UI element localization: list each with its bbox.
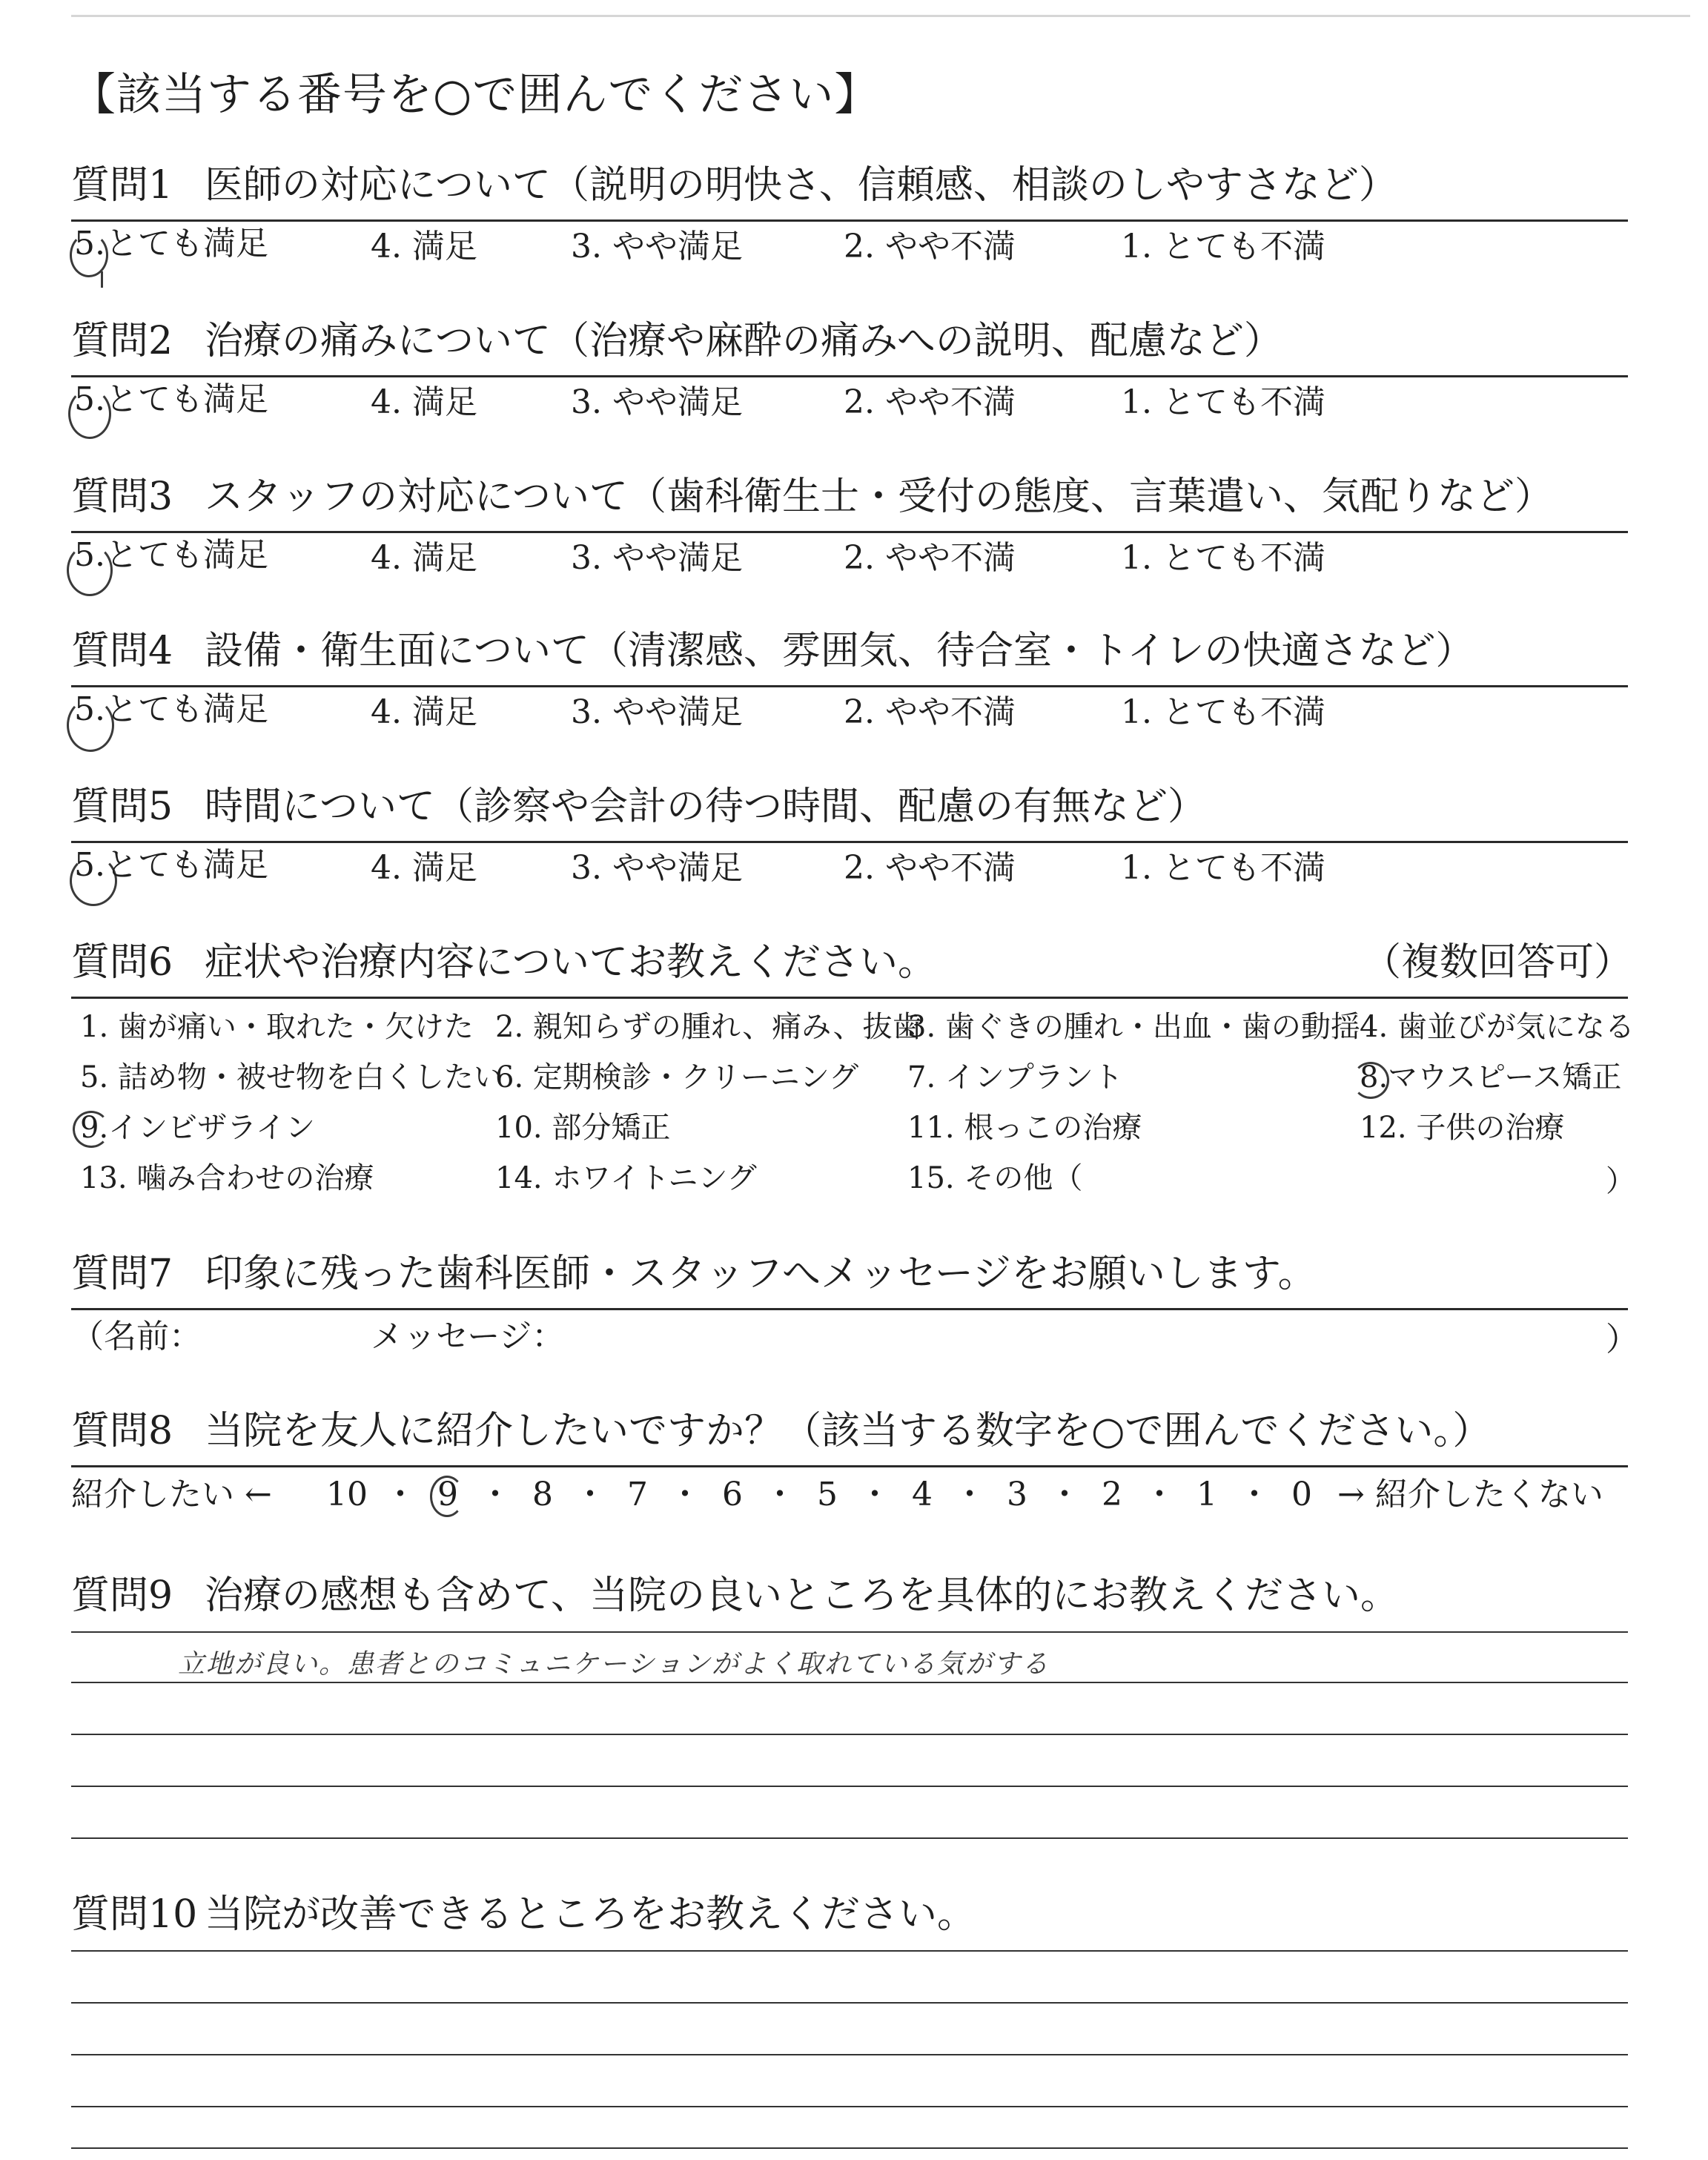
scale-4[interactable]: 4	[912, 1476, 933, 1513]
answer-line	[71, 2147, 1628, 2149]
scale-sep: ・	[1048, 1476, 1081, 1513]
option-1[interactable]: 1. とても不満	[1121, 383, 1325, 421]
other-close-paren: ）	[1606, 1164, 1635, 1198]
option-4[interactable]: 4. 満足	[371, 849, 477, 887]
scale-8[interactable]: 8	[532, 1476, 553, 1513]
option-1[interactable]: 1. とても不満	[1121, 693, 1325, 731]
question-5-title	[71, 783, 1206, 830]
option-5[interactable]: 5.とても満足	[74, 536, 268, 574]
page-heading: 【該当する番号を○で囲んでください】	[71, 69, 880, 121]
option-5[interactable]: 5.とても満足	[74, 225, 268, 262]
answer-line	[71, 2002, 1628, 2004]
scale-1[interactable]: 1	[1196, 1476, 1217, 1513]
question-number: 質問6	[71, 940, 173, 985]
option-5[interactable]: 5.とても満足	[74, 380, 268, 418]
question-rule	[71, 219, 1628, 222]
scale-sep: ・	[1143, 1476, 1176, 1513]
treatment-option-14[interactable]: 14. ホワイトニング	[495, 1161, 757, 1195]
scale-10[interactable]: 10	[326, 1476, 368, 1513]
treatment-option-9[interactable]: 9.インビザライン	[80, 1111, 315, 1145]
question-text: 時間について（診察や会計の待つ時間、配慮の有無など）	[205, 785, 1206, 829]
question-number: 質問1	[71, 163, 173, 208]
option-2[interactable]: 2. やや不満	[844, 383, 1016, 421]
question-rule	[71, 375, 1628, 377]
treatment-option-3[interactable]: 3. 歯ぐきの腫れ・出血・歯の動揺	[907, 1010, 1360, 1044]
treatment-option-1[interactable]: 1. 歯が痛い・取れた・欠けた	[80, 1010, 474, 1044]
scale-sep: ・	[574, 1476, 606, 1513]
treatment-option-11[interactable]: 11. 根っこの治療	[907, 1111, 1142, 1145]
scale-sep: ・	[479, 1476, 512, 1513]
scale-sep: ・	[1238, 1476, 1271, 1513]
option-2[interactable]: 2. やや不満	[844, 849, 1016, 887]
question-text: 当院を友人に紹介したいですか？（該当する数字を○で囲んでください。）	[205, 1409, 1492, 1453]
scale-6[interactable]: 6	[722, 1476, 743, 1513]
answer-line	[71, 1786, 1628, 1787]
treatment-option-10[interactable]: 10. 部分矯正	[495, 1111, 671, 1145]
answer-line	[71, 2054, 1628, 2055]
scale-2[interactable]: 2	[1102, 1476, 1122, 1513]
question-10-title	[71, 1891, 976, 1938]
scale-9[interactable]: 9	[437, 1476, 458, 1513]
question-text: 治療の痛みについて（治療や麻酔の痛みへの説明、配慮など）	[205, 319, 1282, 363]
question-text: 設備・衛生面について（清潔感、雰囲気、待合室・トイレの快適さなど）	[205, 629, 1474, 673]
option-3[interactable]: 3. やや満足	[571, 849, 743, 887]
treatment-option-12[interactable]: 12. 子供の治療	[1360, 1111, 1565, 1145]
question-rule	[71, 685, 1628, 687]
question-3-title	[71, 473, 1553, 521]
scale-sep: ・	[669, 1476, 701, 1513]
referral-scale	[71, 1474, 1628, 1516]
treatment-option-4[interactable]: 4. 歯並びが気になる	[1360, 1010, 1635, 1044]
answer-line	[71, 2106, 1628, 2107]
answer-line	[71, 1682, 1628, 1683]
scale-3[interactable]: 3	[1007, 1476, 1027, 1513]
option-3[interactable]: 3. やや満足	[571, 693, 743, 731]
question-number: 質問8	[71, 1409, 173, 1453]
question-number: 質問9	[71, 1573, 173, 1618]
option-1[interactable]: 1. とても不満	[1121, 228, 1325, 265]
question-number: 質問4	[71, 629, 173, 673]
question-text: 医師の対応について（説明の明快さ、信頼感、相談のしやすさなど）	[205, 163, 1397, 208]
question-text: スタッフの対応について（歯科衛生士・受付の態度、言葉遣い、気配りなど）	[205, 475, 1553, 519]
treatment-option-6[interactable]: 6. 定期検診・クリーニング	[495, 1060, 859, 1094]
question-4-title	[71, 627, 1474, 675]
option-2[interactable]: 2. やや不満	[844, 539, 1016, 577]
question-number: 質問2	[71, 319, 173, 363]
question-text: 治療の感想も含めて、当院の良いところを具体的にお教えください。	[205, 1573, 1399, 1618]
option-2[interactable]: 2. やや不満	[844, 693, 1016, 731]
treatment-option-5[interactable]: 5. 詰め物・被せ物を白くしたい	[80, 1060, 503, 1094]
answer-line	[71, 1734, 1628, 1735]
option-3[interactable]: 3. やや満足	[571, 228, 743, 265]
question-text: 症状や治療内容についてお教えください。	[205, 940, 936, 985]
scale-sep: ・	[953, 1476, 986, 1513]
answer-line	[71, 1950, 1628, 1952]
option-3[interactable]: 3. やや満足	[571, 539, 743, 577]
option-1[interactable]: 1. とても不満	[1121, 849, 1325, 887]
question-9-title	[71, 1572, 1399, 1619]
question-1-title	[71, 162, 1397, 209]
treatment-option-15[interactable]: 15. その他（	[907, 1161, 1083, 1195]
treatment-option-2[interactable]: 2. 親知らずの腫れ、痛み、抜歯	[495, 1010, 922, 1044]
question-rule	[71, 1308, 1628, 1310]
option-2[interactable]: 2. やや不満	[844, 228, 1016, 265]
question-2-title	[71, 317, 1282, 365]
option-5[interactable]: 5.とても満足	[74, 846, 268, 884]
question-number: 質問7	[71, 1252, 173, 1296]
multiple-answers-note: （複数回答可）	[1363, 940, 1633, 985]
treatment-option-13[interactable]: 13. 噛み合わせの治療	[80, 1161, 374, 1195]
question-7-title	[71, 1250, 1317, 1298]
question-number: 質問3	[71, 475, 173, 519]
scan-edge-line	[71, 15, 1690, 17]
question-6-title	[71, 939, 936, 986]
referral-right-label: → 紹介したくない	[1337, 1476, 1603, 1513]
question-text: 当院が改善できるところをお教えください。	[205, 1892, 976, 1937]
option-4[interactable]: 4. 満足	[371, 539, 477, 577]
option-1[interactable]: 1. とても不満	[1121, 539, 1325, 577]
name-label: （名前：	[71, 1318, 202, 1355]
option-4[interactable]: 4. 満足	[371, 228, 477, 265]
question-number: 質問5	[71, 785, 173, 829]
scale-sep: ・	[858, 1476, 891, 1513]
question-text: 印象に残った歯科医師・スタッフへメッセージをお願いします。	[205, 1252, 1317, 1296]
question-8-title	[71, 1407, 1491, 1455]
message-close-paren: ）	[1606, 1321, 1638, 1358]
scale-0[interactable]: 0	[1291, 1476, 1312, 1513]
option-5[interactable]: 5.とても満足	[74, 690, 268, 728]
referral-left-label: 紹介したい ←	[71, 1476, 272, 1513]
scale-7[interactable]: 7	[627, 1476, 648, 1513]
question-rule	[71, 997, 1628, 999]
message-label: メッセージ：	[371, 1318, 565, 1355]
option-3[interactable]: 3. やや満足	[571, 383, 743, 421]
question-rule	[71, 841, 1628, 843]
treatment-option-7[interactable]: 7. インプラント	[907, 1060, 1123, 1094]
pen-stroke	[101, 271, 103, 288]
question-rule	[71, 1465, 1628, 1467]
scale-5[interactable]: 5	[817, 1476, 838, 1513]
handwritten-answer: 立地が良い。患者とのコミュニケーションがよく取れている気がする	[178, 1649, 1050, 1680]
treatment-option-8[interactable]: 8.マウスピース矯正	[1360, 1060, 1622, 1094]
option-4[interactable]: 4. 満足	[371, 693, 477, 731]
scale-sep: ・	[384, 1476, 417, 1513]
scale-sep: ・	[764, 1476, 796, 1513]
question-number: 質問10	[71, 1892, 198, 1937]
answer-line	[71, 1631, 1628, 1633]
option-4[interactable]: 4. 満足	[371, 383, 477, 421]
question-rule	[71, 531, 1628, 533]
answer-line	[71, 1837, 1628, 1839]
